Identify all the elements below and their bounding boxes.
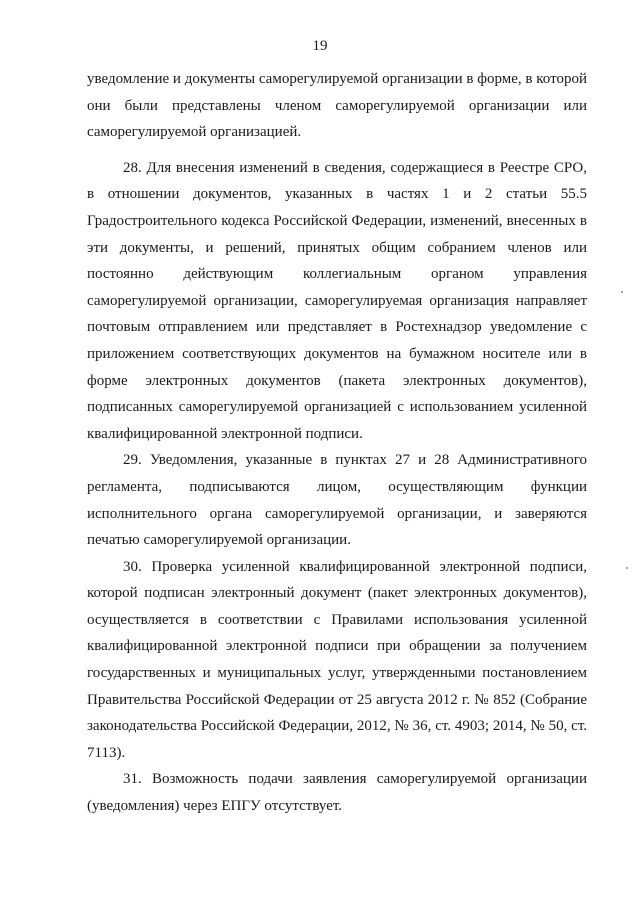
paragraph-29: 29. Уведомления, указанные в пунктах 27 и 28 Административного регламента, подписываются лицом, осуществляющим функции исполнительного органа саморегулируемой организации, и заверяются печатью саморегулируемой организации.: [87, 452, 587, 549]
paragraph-continuation: уведомление и документы саморегулируемой организации в форме, в которой они были представлены членом саморегулируемой организации или саморегулируемой организацией.: [87, 71, 587, 141]
page-number: 19: [312, 38, 328, 54]
paragraph-28: 28. Для внесения изменений в сведения, содержащиеся в Реестре СРО, в отношении документов, указанных в частях 1 и 2 статьи 55.5 Градостроительного кодекса Российской Федерации, изменений, внесенных в эти документы, и решений, принятых общим собранием членов или постоянно действующим коллегиальным органом управления саморегулируемой организации, саморегулируемая организация направляет почтовым отправлением или представляет в Ростехнадзор уведомление с приложением соответствующих документов на бумажном носителе или в форме электронных документов (пакета электронных документов), подписанных саморегулируемой организацией с использованием усиленной квалифицированной электронной подписи.: [87, 159, 587, 442]
paragraph-spacer: [87, 146, 587, 155]
paragraph-30: 30. Проверка усиленной квалифицированной электронной подписи, которой подписан электронный документ (пакет электронных документов), осуществляется в соответствии с Правилами использования усиленной квалифицированной электронной подписи при обращении за получением государственных и муниципальных услуг, утвержденными постановлением Правительства Российской Федерации от 25 августа 2012 г. № 852 (Собрание законодательства Российской Федерации, 2012, № 36, ст. 4903; 2014, № 50, ст. 7113).: [87, 558, 587, 761]
scan-speck: [621, 291, 623, 293]
paragraph-31: 31. Возможность подачи заявления саморегулируемой организации (уведомления) через ЕПГУ отсутствует.: [87, 771, 587, 815]
scan-speck: [626, 567, 628, 569]
document-body: [87, 66, 587, 820]
